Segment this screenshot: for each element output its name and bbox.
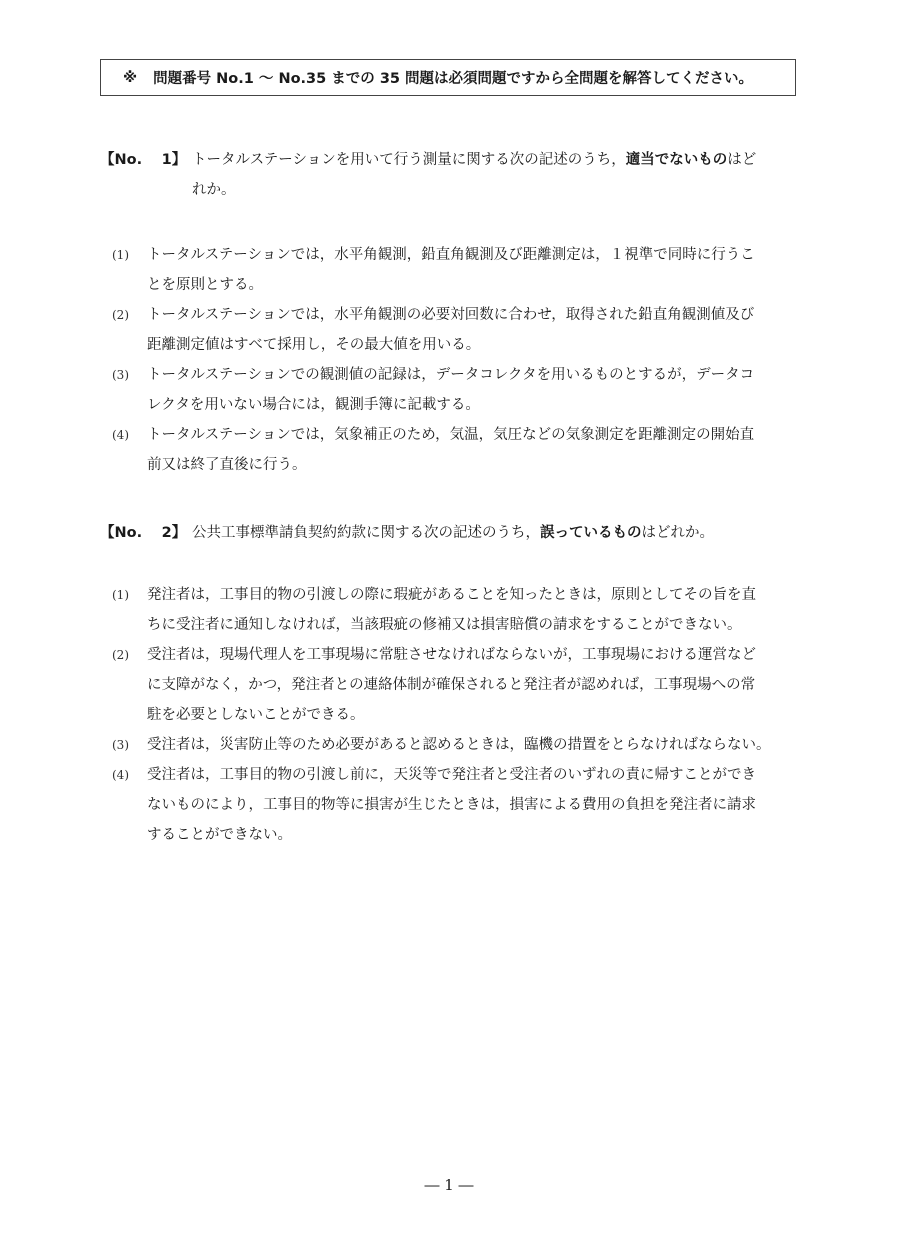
question-2-stem xyxy=(100,518,800,548)
option-text-line: ちに受注者に通知しなければ，当該瑕疵の修補又は損害賠償の請求をすることができない。 xyxy=(147,617,742,633)
option-number: (4) xyxy=(112,768,129,782)
question-2-text: 公共工事標準請負契約約款に関する次の記述のうち， xyxy=(192,525,540,541)
question-1-option-2 xyxy=(112,300,804,360)
notice-box xyxy=(100,59,796,96)
option-text-line: 前又は終了直後に行う。 xyxy=(147,457,307,473)
option-text-line: トータルステーションでは，気象補正のため，気温，気圧などの気象測定を距離測定の開始直 xyxy=(147,427,755,443)
option-text-line: に支障がなく，かつ，発注者との連絡体制が確保されると発注者が認めれば，工事現場への常 xyxy=(147,677,756,693)
question-2-options xyxy=(112,580,804,850)
option-text-line: トータルステーションでは，水平角観測，鉛直角観測及び距離測定は，１視準で同時に行うこ xyxy=(147,247,755,263)
option-text-line: ないものにより，工事目的物等に損害が生じたときは，損害による費用の負担を発注者に請求 xyxy=(147,797,756,813)
option-text-line: トータルステーションでは，水平角観測の必要対回数に合わせ，取得された鉛直角観測値及び xyxy=(147,307,755,323)
option-text-line: 受注者は，工事目的物の引渡し前に，天災等で発注者と受注者のいずれの責に帰すことができ xyxy=(147,767,756,783)
question-2-number: 【No. 2】 xyxy=(100,525,187,541)
option-text-line: 受注者は，現場代理人を工事現場に常駐させなければならないが，工事現場における運営など xyxy=(147,647,756,663)
option-number: (1) xyxy=(112,588,129,602)
question-1-text-end: はど xyxy=(727,152,757,168)
question-2-text-end: はどれか。 xyxy=(641,525,714,541)
option-number: (2) xyxy=(112,648,129,662)
option-text-line: レクタを用いない場合には，観測手簿に記載する。 xyxy=(147,397,480,413)
question-1-text: トータルステーションを用いて行う測量に関する次の記述のうち， xyxy=(192,152,626,168)
notice-mark: ※ xyxy=(123,69,138,86)
option-text-line: 受注者は，災害防止等のため必要があると認めるときは，臨機の措置をとらなければならない。 xyxy=(147,737,771,753)
option-text-line: 駐を必要としないことができる。 xyxy=(147,707,365,723)
option-number: (2) xyxy=(112,308,129,322)
question-2-emphasis: 誤っているもの xyxy=(540,525,642,541)
question-2-option-2 xyxy=(112,640,804,730)
question-1-option-4 xyxy=(112,420,804,480)
question-1-option-1 xyxy=(112,240,804,300)
question-2-option-1 xyxy=(112,580,804,640)
question-1-stem xyxy=(100,145,800,205)
question-1-option-3 xyxy=(112,360,804,420)
notice-text: 問題番号 No.1 ～ No.35 までの 35 問題は必須問題ですから全問題を解答してください。 xyxy=(153,71,754,87)
option-text-line: トータルステーションでの観測値の記録は，データコレクタを用いるものとするが，データコ xyxy=(147,367,755,383)
option-text-line: 距離測定値はすべて採用し，その最大値を用いる。 xyxy=(147,337,481,353)
option-text-line: とを原則とする。 xyxy=(147,277,263,293)
option-number: (4) xyxy=(112,428,129,442)
option-number: (3) xyxy=(112,368,129,382)
question-1-number: 【No. 1】 xyxy=(100,152,187,168)
question-1-options xyxy=(112,240,804,480)
option-number: (1) xyxy=(112,248,129,262)
question-2-option-4 xyxy=(112,760,804,850)
option-text-line: 発注者は，工事目的物の引渡しの際に瑕疵があることを知ったときは，原則としてその旨を直 xyxy=(147,587,756,603)
question-1-text-line2: れか。 xyxy=(192,182,236,198)
option-text-line: することができない。 xyxy=(147,827,292,843)
question-1-emphasis: 適当でないもの xyxy=(625,152,728,168)
question-2-option-3 xyxy=(112,730,804,760)
option-number: (3) xyxy=(112,738,129,752)
page-number: ― 1 ― xyxy=(424,1176,474,1194)
